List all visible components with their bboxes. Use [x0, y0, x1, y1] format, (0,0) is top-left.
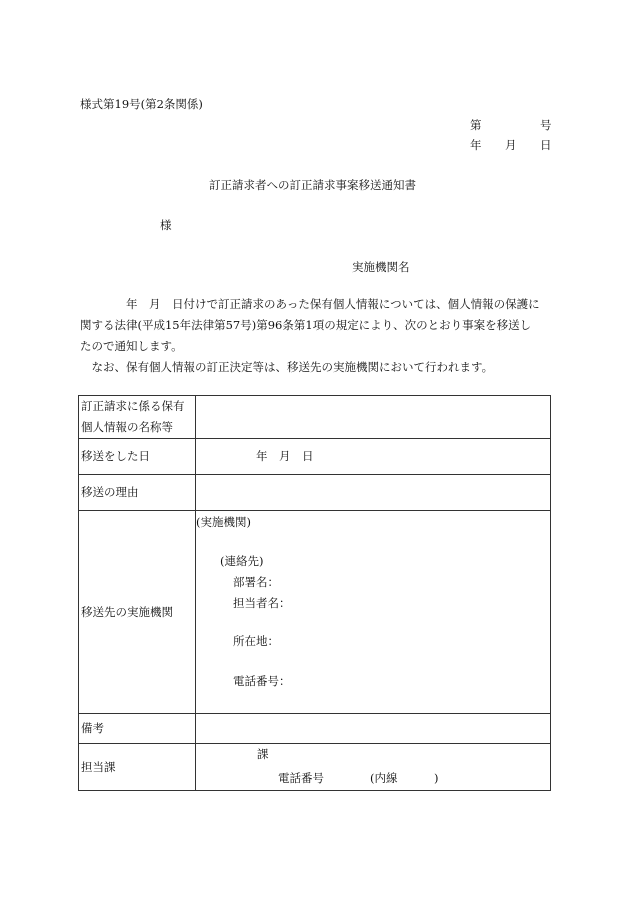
value-info-name[interactable] — [196, 396, 551, 439]
value-remarks[interactable] — [196, 714, 551, 744]
body-line-3: たので通知します。 — [80, 339, 183, 353]
label-destination-agency: 移送先の実施機関 — [79, 511, 196, 714]
phone-label: 電話番号： — [233, 674, 291, 688]
dept-phone-label: 電話番号 — [278, 771, 324, 785]
document-title: 訂正請求者への訂正請求事案移送通知書 — [209, 178, 416, 192]
person-label: 担当者名： — [233, 596, 291, 610]
date-day: 日 — [540, 138, 552, 152]
body-line-1: 年 月 日付けで訂正請求のあった保有個人情報については、個人情報の保護に — [80, 297, 540, 311]
table-row — [79, 475, 551, 511]
label-transfer-date: 移送をした日 — [79, 439, 196, 475]
label-department-in-charge: 担当課 — [79, 744, 196, 791]
label-info-name: 訂正請求に係る保有 個人情報の名称等 — [79, 396, 196, 439]
body-line-2: 関する法律(平成15年法律第57号)第96条第1項の規定により、次のとおり事案を移送し — [80, 318, 532, 332]
dept-label: 部署名： — [233, 575, 279, 589]
date-year: 年 — [470, 138, 482, 152]
date-month: 月 — [505, 138, 517, 152]
sender-agency-label: 実施機関名 — [352, 260, 410, 274]
transfer-date-text: 年 月 日 — [256, 448, 314, 463]
table-row — [79, 439, 551, 475]
value-transfer-reason[interactable] — [196, 475, 551, 511]
number-go: 号 — [540, 118, 552, 132]
address-label: 所在地： — [233, 634, 279, 648]
label-remarks: 備考 — [79, 714, 196, 744]
label-transfer-reason: 移送の理由 — [79, 475, 196, 511]
contact-label: (連絡先) — [220, 554, 264, 568]
extension-close: ) — [434, 771, 439, 785]
transfer-form-table — [78, 395, 551, 791]
value-destination-agency[interactable] — [196, 511, 551, 714]
table-row — [79, 714, 551, 744]
extension-open: (内線 — [370, 771, 398, 785]
agency-label: (実施機関) — [196, 515, 251, 529]
value-department-in-charge[interactable] — [196, 744, 551, 791]
ka-label: 課 — [257, 747, 269, 761]
form-number: 様式第19号(第2条関係) — [80, 97, 203, 111]
table-row — [79, 744, 551, 791]
body-line-4: なお、保有個人情報の訂正決定等は、移送先の実施機関において行われます。 — [80, 360, 494, 374]
number-dai: 第 — [470, 118, 482, 132]
notice-body — [80, 294, 553, 378]
addressee-suffix: 様 — [160, 218, 172, 232]
value-transfer-date[interactable] — [196, 439, 551, 475]
table-row — [79, 511, 551, 714]
table-row — [79, 396, 551, 439]
